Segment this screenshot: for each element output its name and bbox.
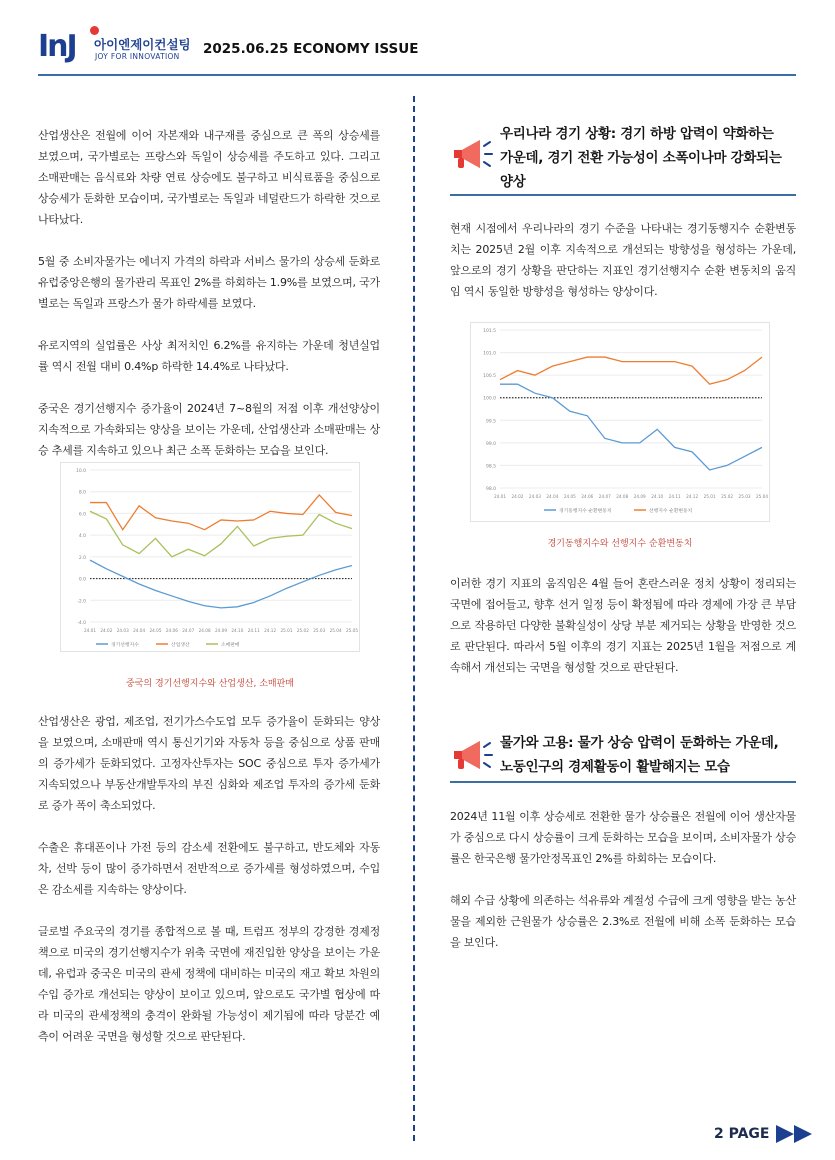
x-tick-label: 24.08 [198, 628, 211, 633]
x-tick-label: 24.05 [149, 628, 162, 633]
x-tick-label: 24.07 [598, 494, 611, 499]
y-tick-label: 101.0 [483, 351, 496, 357]
y-tick-label: 101.5 [483, 329, 496, 334]
x-tick-label: 25.02 [721, 494, 734, 499]
y-tick-label: 99.0 [485, 441, 496, 447]
x-tick-label: 24.07 [182, 628, 195, 633]
paragraph: 현재 시점에서 우리나라의 경기 수준을 나타내는 경기동행지수 순환변동치는 2025년 2월 이후 지속적으로 개선되는 방향성을 형성하는 가운데, 앞으로의 경기 상황을 판단하는 지표인 경기선행지수 순환 변동치의 움직임 역시 동일한 방향성을 형성하는 양상이다. [450, 222, 796, 298]
y-tick-label: 2.0 [78, 555, 86, 561]
paragraph: 해외 수급 상황에 의존하는 석유류와 계절성 수급에 크게 영향을 받는 농산물을 제외한 근원물가 상승률은 2.3%로 전월에 비해 소폭 둔화하는 모습을 보인다. [450, 894, 796, 949]
y-tick-label: 0.0 [78, 577, 86, 583]
y-tick-label: 10.0 [75, 469, 86, 474]
x-tick-label: 24.09 [633, 494, 646, 499]
y-tick-label: 99.5 [485, 419, 496, 425]
y-tick-label: 100.0 [483, 396, 496, 402]
column-divider [413, 96, 415, 1141]
legend-entry: 산업생산 [171, 643, 190, 648]
x-tick-label: 25.02 [296, 628, 309, 633]
paragraph: 수출은 휴대폰이나 가전 등의 감소세 전환에도 불구하고, 반도체와 자동차, 선박 등이 많이 증가하면서 전반적으로 증가세를 형성하였으며, 수입은 감소세를 지속하는 양상이다. [38, 841, 380, 896]
x-tick-label: 25.04 [329, 628, 342, 633]
paragraph: 중국은 경기선행지수 증가율이 2024년 7~8월의 저점 이후 개선양상이 지속적으로 가속화되는 양상을 보이는 가운데, 산업생산과 소매판매는 상승 추세를 지속하고 있으나 최근 소폭 둔화하는 모습을 보인다. [38, 402, 380, 457]
legend-entry: 소매판매 [221, 643, 240, 648]
x-tick-label: 24.03 [116, 628, 129, 633]
china-chart [60, 462, 360, 652]
header-rule [38, 74, 796, 76]
x-tick-label: 24.12 [264, 628, 277, 633]
x-tick-label: 25.01 [703, 494, 716, 499]
megaphone-icon [450, 134, 494, 174]
x-tick-label: 24.05 [563, 494, 576, 499]
right-column-section1-after [450, 573, 796, 678]
x-tick-label: 24.02 [511, 494, 524, 499]
y-tick-label: 98.5 [485, 464, 496, 470]
section-rule [450, 781, 796, 783]
x-tick-label: 24.09 [215, 628, 227, 633]
legend-entry: 경기선행지수 [111, 643, 139, 648]
left-column [38, 125, 380, 461]
korea-chart-caption: 경기동행지수와 선행지수 순환변동치 [547, 539, 693, 549]
china-chart-svg [60, 462, 360, 652]
paragraph: 이러한 경기 지표의 움직임은 4월 들어 혼란스러운 정치 상황이 정리되는 국면에 접어들고, 향후 선거 일정 등이 확정됨에 따라 경제에 가장 큰 부담으로 작용하던 다양한 불확실성이 상당 부분 제거되는 상황을 반영한 것으로 판단된다. 따라서 5월 이후의 경기 지표는 2025년 1월을 저점으로 계속해서 개선되는 국면을 형성할 것으로 판단된다. [450, 577, 796, 674]
x-tick-label: 25.03 [738, 494, 751, 499]
paragraph: 2024년 11월 이후 상승세로 전환한 물가 상승률은 전월에 이어 생산자물가 중심으로 다시 상승률이 크게 둔화하는 모습을 보이며, 소비자물가 상승률은 한국은행 물가안정목표인 2%를 하회하는 모습이다. [450, 810, 796, 865]
x-tick-label: 24.06 [581, 494, 594, 499]
x-tick-label: 24.01 [84, 628, 96, 633]
y-tick-label: -2.0 [77, 599, 86, 605]
logo-tagline: JOY FOR INNOVATION [95, 52, 180, 61]
section-header-prices [450, 731, 796, 779]
x-tick-label: 24.01 [494, 494, 506, 499]
legend-entry: 경기동행지수 순환변동치 [559, 509, 612, 514]
x-tick-label: 24.08 [616, 494, 629, 499]
korea-chart-svg [470, 322, 770, 522]
y-tick-label: 6.0 [78, 512, 86, 518]
x-tick-label: 24.11 [247, 628, 260, 633]
x-tick-label: 24.04 [133, 628, 146, 633]
y-tick-label: 8.0 [78, 490, 86, 496]
paragraph: 산업생산은 전월에 이어 자본재와 내구재를 중심으로 큰 폭의 상승세를 보였으며, 국가별로는 프랑스와 독일이 상승세를 주도하고 있다. 그리고 소매판매는 음식료와 차량 연료 상승에도 불구하고 비식료품을 중심으로 상승세가 둔화한 모습이며, 국가별로는 독일과 네덜란드가 하락한 것으로 나타났다. [38, 129, 380, 226]
legend-entry: 선행지수 순환변동치 [649, 509, 693, 514]
section-rule [450, 194, 796, 196]
page-number: 2 PAGE [714, 1126, 770, 1142]
y-tick-label: 4.0 [78, 534, 86, 540]
section-title: 물가와 고용: 물가 상승 압력이 둔화하는 가운데, 노동인구의 경제활동이 활발해지는 모습 [500, 735, 779, 775]
megaphone-icon [450, 735, 494, 775]
x-tick-label: 25.05 [346, 628, 358, 633]
y-tick-label: 98.0 [485, 487, 496, 492]
x-tick-label: 25.03 [313, 628, 326, 633]
x-tick-label: 24.11 [668, 494, 681, 499]
korea-chart [470, 322, 770, 522]
paragraph: 유로지역의 실업률은 사상 최저치인 6.2%를 유지하는 가운데 청년실업률 역시 전월 대비 0.4%p 하락한 14.4%로 나타났다. [38, 339, 380, 373]
x-tick-label: 24.03 [528, 494, 541, 499]
x-tick-label: 25.04 [756, 494, 768, 499]
x-tick-label: 24.12 [686, 494, 699, 499]
china-chart-caption: 중국의 경기선행지수와 산업생산, 소매판매 [126, 679, 294, 689]
x-tick-label: 25.01 [280, 628, 293, 633]
right-column-section1 [450, 218, 796, 302]
logo-dot [90, 26, 99, 35]
x-tick-label: 24.10 [651, 494, 664, 499]
section-title: 우리나라 경기 상황: 경기 하방 압력이 약화하는 가운데, 경기 전환 가능성이 소폭이나마 강화되는 양상 [500, 126, 782, 190]
x-tick-label: 24.02 [100, 628, 113, 633]
paragraph: 글로벌 주요국의 경기를 종합적으로 볼 때, 트럼프 정부의 강경한 경제정책으로 미국의 경기선행지수가 위축 국면에 재진입한 양상을 보이는 가운데, 유럽과 중국은 미국의 관세 정책에 대비하는 미국의 재고 확보 차원의 수입 증가로 개선되는 양상이 보이고 있으며, 앞으로도 국가별 협상에 따라 미국의 관세정책의 충격이 완화될 가능성이 제기됨에 따라 당분간 예측이 어려운 국면을 형성할 것으로 판단된다. [38, 925, 380, 1043]
paragraph: 산업생산은 광업, 제조업, 전기가스수도업 모두 증가율이 둔화되는 양상을 보였으며, 소매판매 역시 통신기기와 자동차 등을 중심으로 상품 판매의 증가세가 둔화되었다. 고정자산투자는 SOC 중심으로 투자 증가세가 지속되었으나 부동산개발투자의 부진 심화와 제조업 투자의 증가세 둔화로 증가 폭이 축소되었다. [38, 715, 380, 812]
x-tick-label: 24.06 [165, 628, 178, 633]
y-tick-label: 100.5 [483, 374, 496, 380]
x-tick-label: 24.10 [231, 628, 244, 633]
issue-title: 2025.06.25 ECONOMY ISSUE [203, 41, 419, 57]
logo-korean-name: 아이엔제이컨설팅 [94, 37, 191, 52]
left-column-lower [38, 711, 380, 1047]
right-column-section2 [450, 806, 796, 953]
next-arrows-icon [776, 1124, 816, 1144]
y-tick-label: -4.0 [77, 621, 86, 626]
paragraph: 5월 중 소비자물가는 에너지 가격의 하락과 서비스 물가의 상승세 둔화로 유럽중앙은행의 물가관리 목표인 2%를 하회하는 1.9%를 보였으며, 국가별로는 독일과 프랑스가 물가 하락세를 보였다. [38, 255, 380, 310]
section-header-economy [450, 122, 796, 194]
x-tick-label: 24.04 [546, 494, 559, 499]
page-header [38, 26, 796, 76]
logo-mark: InJ [38, 29, 76, 64]
